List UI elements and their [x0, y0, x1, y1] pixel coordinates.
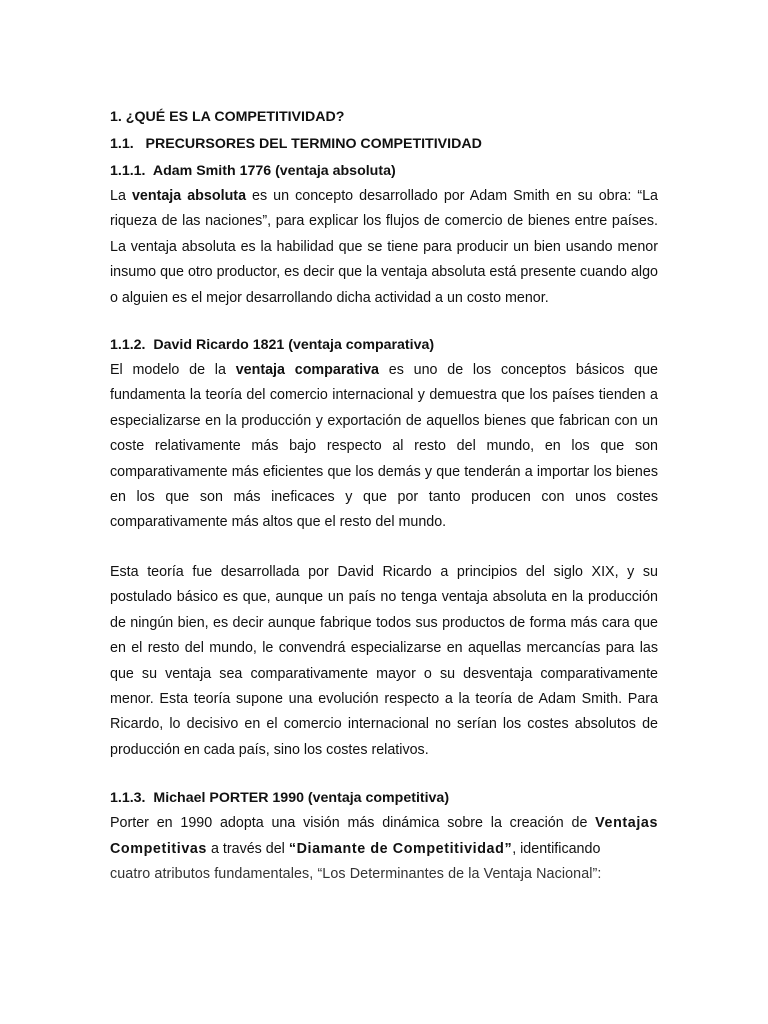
paragraph-ventaja-comparativa [110, 358, 658, 536]
text-segment: La [110, 188, 132, 204]
text-segment: es un concepto desarrollado por Adam Smith en su obra: “La riqueza de las naciones”, para explicar los flujos de comercio de bienes entre países. La ventaja absoluta es la habilidad que se tiene para producir un bien usando menor insumo que otro productor, es decir que la ventaja absoluta está presente cuando algo o alguien es el mejor desarrollando dicha actividad a un costo menor. [110, 188, 659, 306]
text-segment: , identificando [512, 840, 601, 857]
text-segment: Porter en 1990 adopta una visión más dinámica sobre la creación de [110, 815, 596, 832]
document-page [110, 107, 658, 887]
heading-precursores: 1.1. PRECURSORES DEL TERMINO COMPETITIVIDAD [110, 136, 482, 152]
paragraph-teoria-ricardo: Esta teoría fue desarrollada por David Ricardo a principios del siglo XIX, y su postulado básico es que, aunque un país no tenga ventaja absoluta en la producción de ningún bien, es decir aunque fabrique todos sus productos de forma más cara que en el resto del mundo, le convendrá especializarse en aquellas mercancías para las que su ventaja sea comparativamente mayor o su desventaja comparativamente menor. Esta teoría supone una evolución respecto a la teoría de Adam Smith. Para Ricardo, lo decisivo en el comercio internacional no serían los costes absolutos de producción en cada país, sino los costes relativos. [110, 563, 658, 758]
heading-michael-porter: 1.1.3. Michael PORTER 1990 (ventaja competitiva) [110, 790, 450, 807]
paragraph-ventaja-absoluta [110, 184, 658, 311]
paragraph-ventaja-competitiva [110, 811, 658, 887]
text-segment: a través del [206, 840, 289, 857]
heading-david-ricardo: 1.1.2. David Ricardo 1821 (ventaja comparativa) [110, 337, 435, 354]
heading-que-es-competitividad: 1. ¿QUÉ ES LA COMPETITIVIDAD? [110, 109, 345, 125]
text-segment-atributos: cuatro atributos fundamentales, “Los Determinantes de la Ventaja Nacional”: [110, 865, 602, 882]
heading-adam-smith: 1.1.1. Adam Smith 1776 (ventaja absoluta) [110, 163, 396, 179]
bold-term-ventaja-absoluta: ventaja absoluta [131, 188, 247, 204]
bold-term-ventaja-comparativa: ventaja comparativa [235, 362, 379, 379]
text-segment: El modelo de la [110, 362, 236, 379]
text-segment: es uno de los conceptos básicos que fundamenta la teoría del comercio internacional y demuestra que los países tienden a especializarse en la producción y exportación de aquellos bienes que fabrican con un coste relativamente más bajo respecto al resto del mundo, en los que son comparativamente más eficientes que los demás y que tenderán a importar los bienes en los que son más ineficaces y que por tanto producen con unos costes comparativamente más altos que el resto del mundo. [110, 362, 658, 531]
bold-term-ventajas-competitivas: Ventajas Competitivas [110, 815, 658, 857]
bold-term-diamante: “Diamante de Competitividad” [288, 840, 513, 857]
